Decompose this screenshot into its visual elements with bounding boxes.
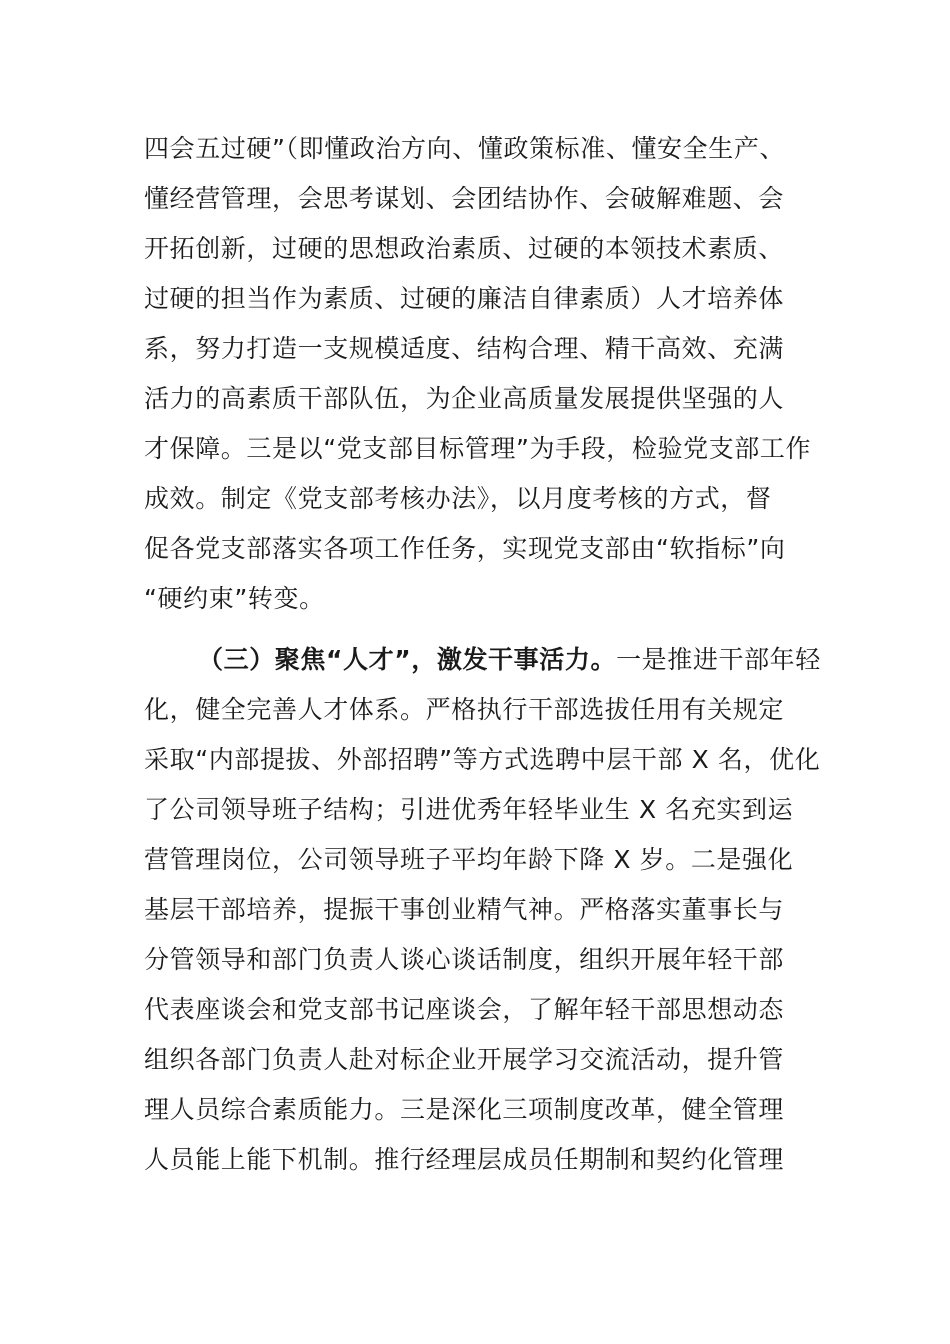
text-line: 过硬的担当作为素质、过硬的廉洁自律素质）人才培养体 <box>144 284 785 313</box>
text-line: 开拓创新，过硬的思想政治素质、过硬的本领技术素质、 <box>144 234 785 263</box>
heading-line-text: 一是推进干部年轻 <box>616 645 821 674</box>
text-line: 基层干部培养，提振干事创业精气神。严格落实董事长与 <box>144 895 785 924</box>
text-line: “硬约束”转变。 <box>144 584 325 613</box>
text-line: 促各党支部落实各项工作任务，实现党支部由“软指标”向 <box>144 534 786 563</box>
paragraph-first-line <box>144 635 821 685</box>
text-line: 分管领导和部门负责人谈心谈话制度，组织开展年轻干部 <box>144 945 785 974</box>
text-line: 了公司领导班子结构；引进优秀年轻毕业生 X 名充实到运 <box>144 795 794 824</box>
section-heading: （三）聚焦“人才”，激发干事活力。 <box>198 645 617 674</box>
text-line: 营管理岗位，公司领导班子平均年龄下降 X 岁。二是强化 <box>144 845 794 874</box>
text-line: 才保障。三是以“党支部目标管理”为手段，检验党支部工作 <box>144 434 812 463</box>
paragraph-1 <box>144 124 814 624</box>
text-line: 代表座谈会和党支部书记座谈会，了解年轻干部思想动态 <box>144 995 785 1024</box>
text-line: 采取“内部提拔、外部招聘”等方式选聘中层干部 X 名，优化 <box>144 745 821 774</box>
paragraph-2 <box>144 635 821 1185</box>
text-line: 人员能上能下机制。推行经理层成员任期制和契约化管理 <box>144 1145 785 1174</box>
text-line: 懂经营管理，会思考谋划、会团结协作、会破解难题、会 <box>144 184 785 213</box>
text-line: 成效。制定《党支部考核办法》，以月度考核的方式，督 <box>144 484 772 513</box>
text-line: 四会五过硬”（即懂政治方向、懂政策标准、懂安全生产、 <box>144 134 786 163</box>
text-line: 系，努力打造一支规模适度、结构合理、精干高效、充满 <box>144 334 785 363</box>
text-line: 组织各部门负责人赴对标企业开展学习交流活动，提升管 <box>144 1045 785 1074</box>
text-line: 化，健全完善人才体系。严格执行干部选拔任用有关规定 <box>144 695 785 724</box>
text-line: 活力的高素质干部队伍，为企业高质量发展提供坚强的人 <box>144 384 785 413</box>
text-line: 理人员综合素质能力。三是深化三项制度改革，健全管理 <box>144 1095 785 1124</box>
